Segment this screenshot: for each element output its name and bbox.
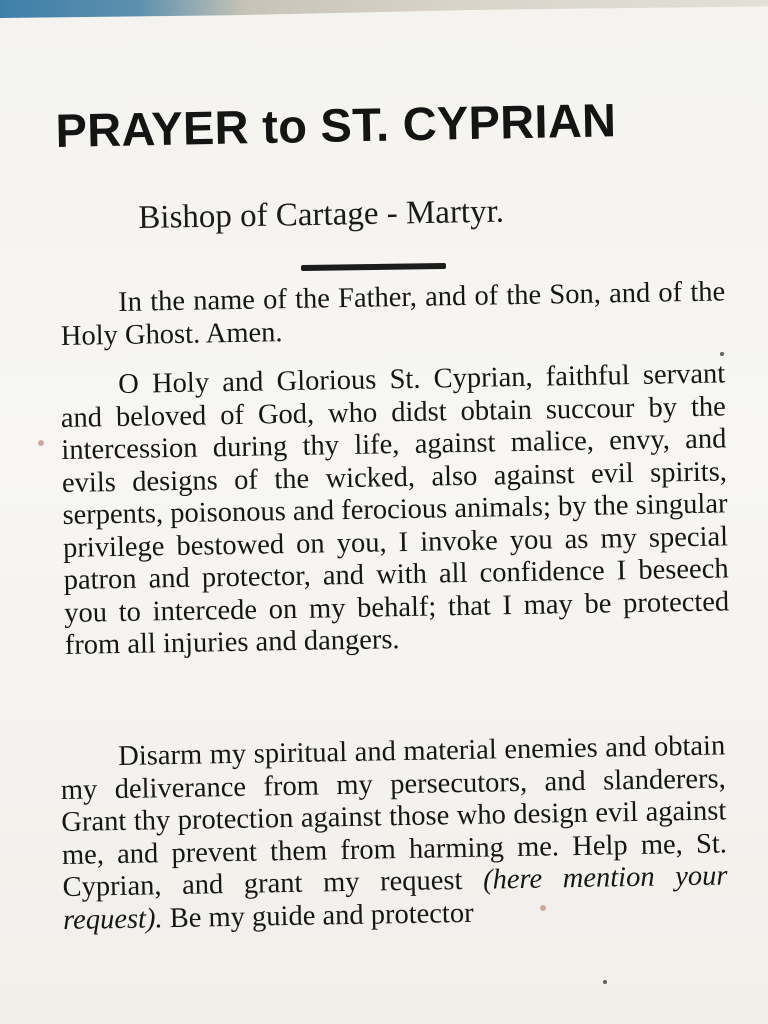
paragraph-content: [60, 730, 728, 937]
page-subtitle: Bishop of Cartage - Martyr.: [138, 193, 505, 236]
paragraph-text-end: Be my guide and protector: [162, 897, 474, 934]
paragraph-text: Disarm my spiritual and material enemies and obtain my deliverance from my persecutors, and slanderers, Grant thy protection against those who design evil against me, and prevent them from harming me. Help me, St. Cyprian, and grant my request: [60, 730, 728, 903]
title-divider: [301, 263, 446, 271]
page-title: PRAYER to ST. CYPRIAN: [55, 93, 617, 157]
paper-stain: [38, 440, 44, 446]
paper-stain: [540, 905, 546, 911]
request-instruction: (here mention your request).: [62, 860, 728, 936]
ink-speck: [720, 352, 724, 356]
paragraph-petition: [60, 730, 728, 937]
paragraph-text: In the name of the Father, and of the Son, and of the Holy Ghost. Amen.: [60, 276, 726, 352]
ink-speck: [603, 980, 607, 984]
card-top-edge: [0, 0, 768, 18]
paragraph-text: O Holy and Glorious St. Cyprian, faithful servant and beloved of God, who didst obtain succour by the intercession during thy life, against malice, envy, and evils designs of the wicked, also against evil spirits, serpents, poisonous and ferocious animals; by the singular privilege bestowed on you, I invoke you as my special patron and protector, and with all confidence I beseech you to intercede on my behalf; that I may be protected from all injuries and dangers.: [60, 358, 730, 661]
paragraph-prayer: [60, 358, 730, 662]
paragraph-invocation: [60, 276, 726, 353]
